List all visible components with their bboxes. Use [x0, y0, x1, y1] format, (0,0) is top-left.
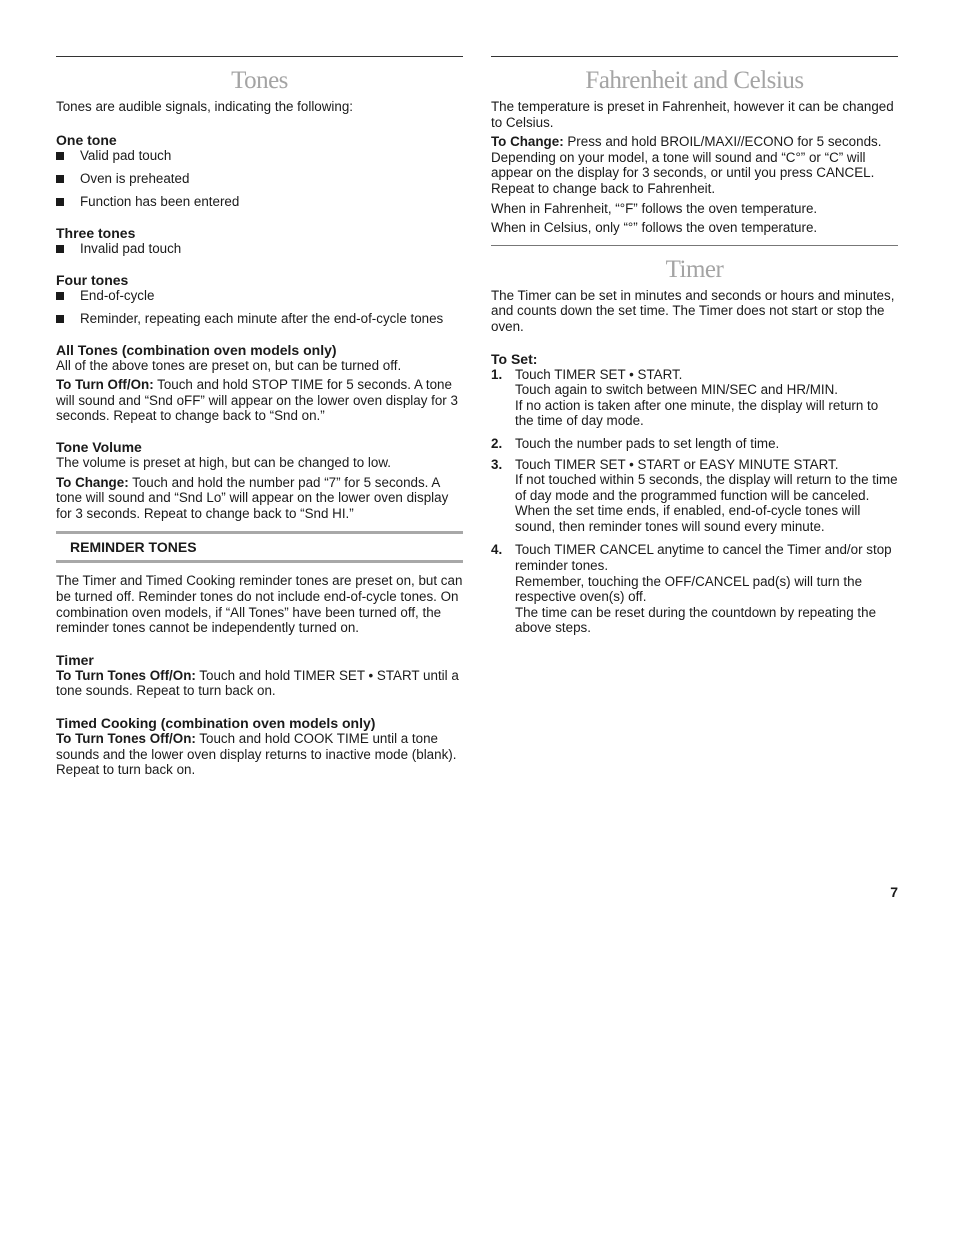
four-tones-list — [56, 288, 463, 327]
list-item: Function has been entered — [56, 194, 463, 210]
section-rule — [491, 245, 898, 246]
timer-tones-instruction: To Turn Tones Off/On: Touch and hold TIMER SET • START until a tone sounds. Repeat to turn back on. — [56, 667, 459, 699]
all-tones-text: All of the above tones are preset on, but can be turned off. — [56, 357, 402, 373]
bullet-square-icon — [56, 245, 64, 253]
step-note: When the set time ends, if enabled, end-of-cycle tones will sound, then reminder tones will sound every minute. — [515, 503, 861, 534]
bullet-square-icon — [56, 175, 64, 183]
list-item: 3. Touch TIMER SET • START or EASY MINUTE START. — [491, 456, 839, 472]
bullet-square-icon — [56, 198, 64, 206]
step-note: If not touched within 5 seconds, the display will return to the time of day mode and the programmed function will be canceled. — [515, 472, 898, 503]
all-tones-heading: All Tones (combination oven models only) — [56, 341, 337, 358]
list-item: 1. Touch TIMER SET • START. — [491, 366, 683, 382]
all-tones-instruction: To Turn Off/On: Touch and hold STOP TIME for 5 seconds. A tone will sound and “Snd oFF” will appear on the lower oven display for 3 seconds. Repeat to change back to “Snd on.” — [56, 377, 458, 424]
list-item: Invalid pad touch — [56, 241, 463, 257]
list-item: 4. Touch TIMER CANCEL anytime to cancel the Timer and/or stop reminder tones. — [491, 542, 892, 574]
one-tone-heading: One tone — [56, 131, 117, 148]
bullet-square-icon — [56, 292, 64, 300]
list-item: Valid pad touch — [56, 148, 463, 164]
tones-intro: Tones are audible signals, indicating the following: — [56, 99, 354, 114]
tone-volume-text: The volume is preset at high, but can be changed to low. — [56, 455, 391, 471]
timed-cooking-instruction: To Turn Tones Off/On: Touch and hold COOK TIME until a tone sounds and the lower oven display returns to inactive mode (blank). Repeat to turn back on. — [56, 730, 457, 778]
section-rule — [491, 56, 898, 57]
list-item: End-of-cycle — [56, 288, 463, 304]
list-item: Reminder, repeating each minute after the end-of-cycle tones — [56, 311, 463, 327]
step-note: Touch again to switch between MIN/SEC and HR/MIN. — [515, 382, 839, 398]
list-item: 2. Touch the number pads to set length of time. — [491, 435, 780, 451]
reminder-tones-banner: REMINDER TONES — [56, 531, 463, 563]
bullet-square-icon — [56, 315, 64, 323]
tone-volume-instruction: To Change: Touch and hold the number pad “7” for 5 seconds. A tone will sound and “Snd Lo” will appear on the lower oven display for 3 seconds. Repeat to change back to “Snd HI.” — [56, 474, 449, 521]
step-note: If no action is taken after one minute, the display will return to the time of day mode. — [515, 397, 879, 429]
three-tones-heading: Three tones — [56, 225, 136, 242]
timer-intro: The Timer can be set in minutes and seconds or hours and minutes, and counts down the set time. The Timer does not start or stop the oven. — [491, 287, 895, 334]
reminder-tones-text: The Timer and Timed Cooking reminder tones are preset on, but can be turned off. Reminder tones do not include end-of-cycle tones. On combination oven models, if “All Tones” have been turned off, the reminder tones cannot be independently turned on. — [56, 573, 463, 636]
step-note: Remember, touching the OFF/CANCEL pad(s) will turn the respective oven(s) off. — [515, 573, 863, 605]
left-column — [56, 56, 463, 778]
timed-cooking-heading: Timed Cooking (combination oven models only) — [56, 714, 376, 731]
timer-steps — [491, 457, 898, 473]
fahrenheit-instruction: To Change: Press and hold BROIL/MAXI//ECONO for 5 seconds. Depending on your model, a tone will sound and “C°” or “C” will appear on the display for 3 seconds, or until you press CANCEL. Repeat to change back to Fahrenheit. — [491, 134, 882, 196]
fahrenheit-intro: The temperature is preset in Fahrenheit, however it can be changed to Celsius. — [491, 99, 894, 130]
section-rule — [56, 56, 463, 57]
step-note: The time can be reset during the countdown by repeating the above steps. — [515, 604, 877, 636]
tone-volume-heading: Tone Volume — [56, 439, 142, 456]
timer-steps — [491, 542, 898, 573]
list-item: Oven is preheated — [56, 171, 463, 187]
page-number: 7 — [890, 884, 898, 900]
timer-steps — [491, 436, 898, 452]
celsius-line: When in Celsius, only “°” follows the oven temperature. — [491, 220, 818, 236]
right-column — [491, 56, 898, 636]
tones-title: Tones — [231, 67, 288, 94]
fahrenheit-title: Fahrenheit and Celsius — [585, 67, 804, 94]
one-tone-list — [56, 148, 463, 210]
three-tones-list — [56, 241, 463, 257]
timer-steps — [491, 367, 898, 383]
timer-heading: Timer — [56, 651, 94, 668]
bullet-square-icon — [56, 152, 64, 160]
four-tones-heading: Four tones — [56, 271, 129, 288]
timer-title: Timer — [665, 255, 724, 283]
to-set-heading: To Set: — [491, 350, 538, 367]
fahrenheit-line: When in Fahrenheit, “°F” follows the oven temperature. — [491, 200, 818, 216]
